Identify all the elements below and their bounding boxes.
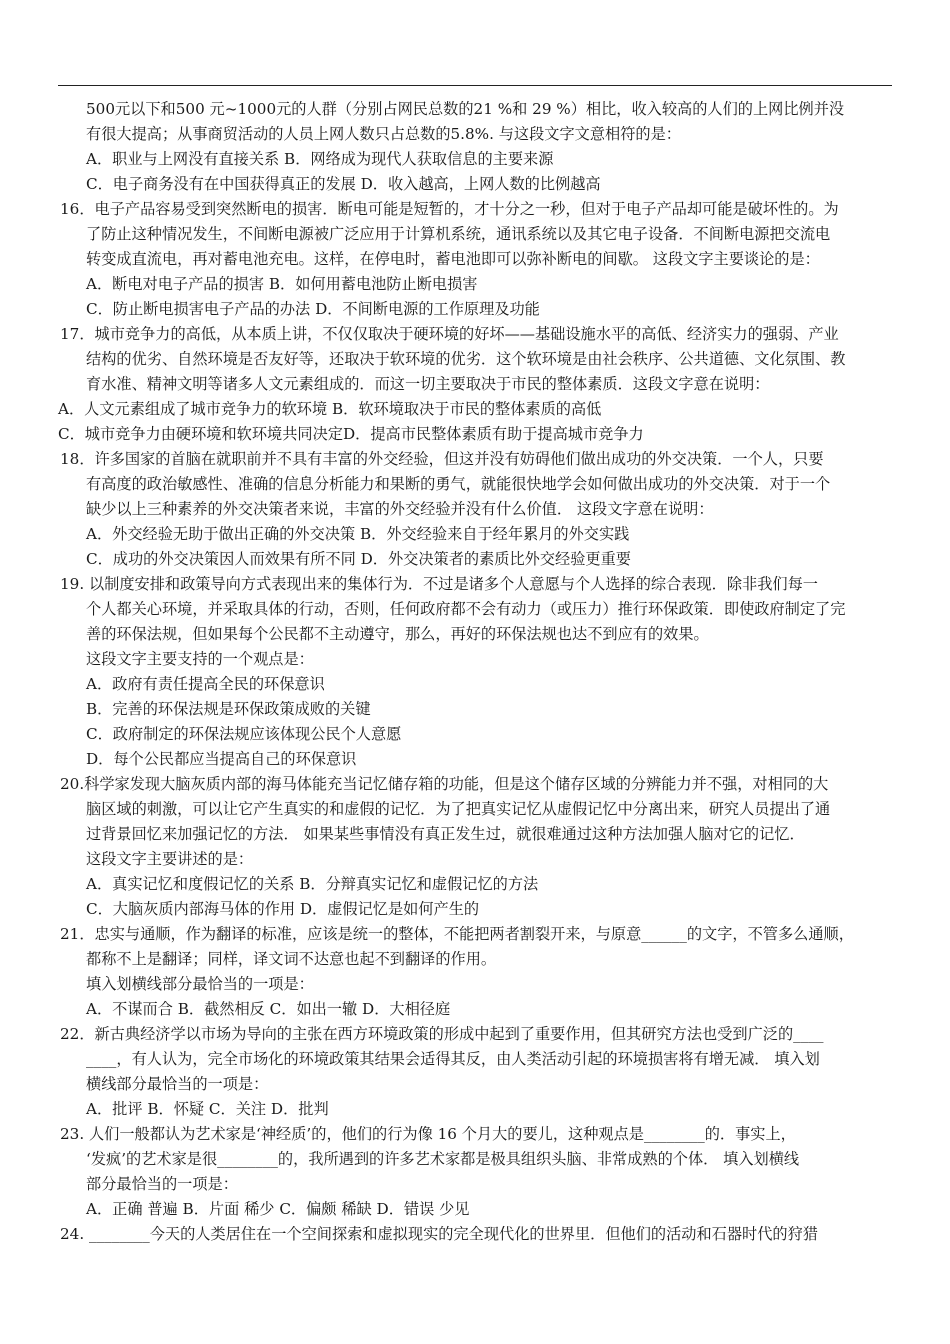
text-line: C．城市竞争力由硬环境和软环境共同决定D．提高市民整体素质有助于提高城市竞争力 — [58, 425, 644, 443]
text-line: A．批评 B．怀疑 C．关注 D．批判 — [86, 1100, 329, 1118]
text-line: A．断电对电子产品的损害 B．如何用蓄电池防止断电损害 — [86, 275, 478, 293]
text-line: 23. 人们一般都认为艺术家是‘神经质’的，他们的行为像 16 个月大的要儿，这种观点是________的．事实上， — [60, 1125, 796, 1143]
text-line: 这段文字主要讲述的是： — [86, 850, 254, 868]
text-line: 过背景回忆来加强记忆的方法． 如果某些事情没有真正发生过，就很难通过这种方法加强人脑对它的记忆． — [86, 825, 805, 843]
text-line: C．成功的外交决策因人而效果有所不同 D．外交决策者的素质比外交经验更重要 — [86, 550, 631, 568]
text-line: A．真实记忆和度假记忆的关系 B．分辩真实记忆和虚假记忆的方法 — [86, 875, 539, 893]
text-line: ‘发疯’的艺术家是很________的，我所遇到的许多艺术家都是极具组织头脑、非常成熟的个体． 填入划横线 — [86, 1150, 800, 1168]
text-line: A．正确 普遍 B．片面 稀少 C．偏颇 稀缺 D．错误 少见 — [86, 1200, 470, 1218]
text-line: 都称不上是翻译；同样，译文词不达意也起不到翻译的作用。 — [86, 950, 497, 968]
text-line: D．每个公民都应当提高自己的环保意识 — [86, 750, 357, 768]
text-line: A．职业与上网没有直接关系 B．网络成为现代人获取信息的主要来源 — [86, 150, 554, 168]
text-line: 部分最恰当的一项是： — [86, 1175, 238, 1193]
text-line: 个人都关心环境，并采取具体的行动，否则，任何政府都不会有动力（或压力）推行环保政策．即使政府制定了完 — [86, 600, 846, 618]
text-line: 21．忠实与通顺，作为翻译的标准，应该是统一的整体，不能把两者割裂开来，与原意______的文字，不管多么通顺， — [60, 925, 854, 943]
text-line: A．不谋而合 B．截然相反 C．如出一辙 D．大相径庭 — [86, 1000, 451, 1018]
header-rule — [58, 85, 892, 86]
text-line: ____，有人认为，完全市场化的环境政策其结果会适得其反，由人类活动引起的环境损害将有增无减． 填入划 — [86, 1050, 820, 1068]
text-line: B．完善的环保法规是环保政策成败的关键 — [86, 700, 371, 718]
text-line: 19. 以制度安排和政策导向方式表现出来的集体行为．不过是诸多个人意愿与个人选择的综合表现．除非我们每一 — [60, 575, 818, 593]
text-line: C．电子商务没有在中国获得真正的发展 D．收入越高，上网人数的比例越高 — [86, 175, 601, 193]
text-line: C．大脑灰质内部海马体的作用 D．虚假记忆是如何产生的 — [86, 900, 480, 918]
text-line: A．政府有责任提高全民的环保意识 — [86, 675, 325, 693]
text-line: 填入划横线部分最恰当的一项是： — [86, 975, 314, 993]
text-line: 这段文字主要支持的一个观点是： — [86, 650, 314, 668]
text-line: 20.科学家发现大脑灰质内部的海马体能充当记忆储存箱的功能，但是这个储存区域的分辨能力并不强，对相同的大 — [60, 775, 829, 793]
text-line: C．防止断电损害电子产品的办法 D．不间断电源的工作原理及功能 — [86, 300, 540, 318]
text-line: 17．城市竞争力的高低，从本质上讲，不仅仅取决于硬环境的好坏——基础设施水平的高低、经济实力的强弱、产业 — [60, 325, 839, 343]
text-line: 缺少以上三种素养的外交决策者来说，丰富的外交经验并没有什么价值． 这段文字意在说明： — [86, 500, 714, 518]
text-line: 有很大提高；从事商贸活动的人员上网人数只占总数的5.8%. 与这段文字文意相符的是： — [86, 125, 681, 143]
text-line: 善的环保法规，但如果每个公民都不主动遵守，那么，再好的环保法规也达不到应有的效果。 — [86, 625, 709, 643]
text-line: A．人文元素组成了城市竞争力的软环境 B．软环境取决于市民的整体素质的高低 — [58, 400, 602, 418]
text-line: 转变成直流电，再对蓄电池充电。这样，在停电时，蓄电池即可以弥补断电的间歇。 这段文字主要谈论的是： — [86, 250, 820, 268]
text-line: 育水准、精神文明等诸多人文元素组成的．而这一切主要取决于市民的整体素质．这段文字意在说明： — [86, 375, 770, 393]
text-line: A．外交经验无助于做出正确的外交决策 B．外交经验来自于经年累月的外交实践 — [86, 525, 630, 543]
text-line: C．政府制定的环保法规应该体现公民个人意愿 — [86, 725, 402, 743]
text-line: 脑区域的刺激，可以让它产生真实的和虚假的记忆．为了把真实记忆从虚假记忆中分离出来，研究人员提出了通 — [86, 800, 831, 818]
text-line: 24. ________今天的人类居住在一个空间探索和虚拟现实的完全现代化的世界里．但他们的活动和石器时代的狩猎 — [60, 1225, 818, 1243]
text-line: 500元以下和500 元~1000元的人群（分别占网民总数的21 %和 29 %）相比，收入较高的人们的上网比例并没 — [86, 100, 845, 118]
text-line: 横线部分最恰当的一项是： — [86, 1075, 269, 1093]
text-line: 18．许多国家的首脑在就职前并不具有丰富的外交经验，但这并没有妨碍他们做出成功的外交决策．一个人，只要 — [60, 450, 824, 468]
text-line: 有高度的政治敏感性、准确的信息分析能力和果断的勇气，就能很快地学会如何做出成功的外交决策．对于一个 — [86, 475, 831, 493]
text-line: 了防止这种情况发生，不间断电源被广泛应用于计算机系统，通讯系统以及其它电子设备．不间断电源把交流电 — [86, 225, 831, 243]
text-line: 结构的优劣、自然环境是否友好等，还取决于软环境的优劣．这个软环境是由社会秩序、公共道德、文化氛围、教 — [86, 350, 846, 368]
text-line: 16．电子产品容易受到突然断电的损害．断电可能是短暂的，才十分之一秒，但对于电子产品却可能是破坏性的。为 — [60, 200, 839, 218]
text-line: 22．新古典经济学以市场为导向的主张在西方环境政策的形成中起到了重要作用，但其研究方法也受到广泛的____ — [60, 1025, 824, 1043]
